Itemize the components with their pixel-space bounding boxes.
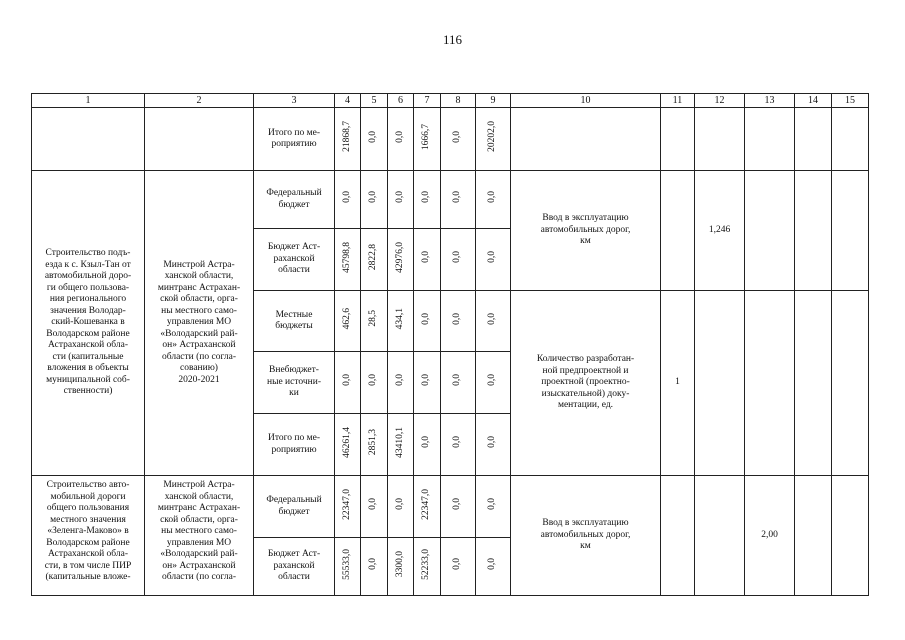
- value-cell: 0,0: [361, 476, 388, 538]
- value-cell: 0,0: [441, 108, 476, 171]
- value-cell: 0,0: [476, 414, 511, 476]
- indicator-name: Количество разработан- ной предпроектной и проектной (проектно- изыскательной) доку- ментации, ед.: [511, 291, 661, 476]
- value-cell: 0,0: [388, 352, 414, 414]
- indicator-value: 1: [661, 291, 695, 476]
- funding-source: Внебюджет- ные источни- ки: [254, 352, 335, 414]
- value-cell: 0,0: [441, 291, 476, 352]
- value-cell: 0,0: [441, 414, 476, 476]
- value-cell: 0,0: [335, 171, 361, 229]
- value-cell: 21868,7: [335, 108, 361, 171]
- value-cell: 0,0: [414, 414, 441, 476]
- value-cell: 2822,8: [361, 229, 388, 291]
- value-cell: 0,0: [414, 171, 441, 229]
- funding-source: Итого по ме- роприятию: [254, 108, 335, 171]
- col-header: 1: [32, 94, 145, 108]
- col-header: 9: [476, 94, 511, 108]
- col-header: 3: [254, 94, 335, 108]
- col-header: 10: [511, 94, 661, 108]
- value-cell: 462,6: [335, 291, 361, 352]
- value-cell: 45798,8: [335, 229, 361, 291]
- value-cell: 20202,0: [476, 108, 511, 171]
- program-table: [31, 93, 869, 596]
- value-cell: 0,0: [361, 171, 388, 229]
- responsible-executor: Минстрой Астра- ханской области, минтранс Астрахан- ской области, орга- ны местного само- управления МО «Володарский рай- он» Астраханской области (по согла- сованию) 2020-2021: [145, 171, 254, 476]
- col-header: 2: [145, 94, 254, 108]
- col-header: 15: [832, 94, 869, 108]
- value-cell: 0,0: [361, 108, 388, 171]
- funding-source: Местные бюджеты: [254, 291, 335, 352]
- value-cell: 1666,7: [414, 108, 441, 171]
- project-name: Строительство авто- мобильной дороги общего пользования местного значения «Зеленга-Маково» в Володарском районе Астраханской обла- сти, в том числе ПИР (капитальные вложе-: [32, 476, 145, 596]
- value-cell: 0,0: [441, 229, 476, 291]
- col-header: 4: [335, 94, 361, 108]
- value-cell: 0,0: [441, 352, 476, 414]
- value-cell: 0,0: [335, 352, 361, 414]
- value-cell: 28,5: [361, 291, 388, 352]
- value-cell: 0,0: [476, 476, 511, 538]
- col-header: 14: [795, 94, 832, 108]
- value-cell: 2851,3: [361, 414, 388, 476]
- value-cell: 0,0: [388, 108, 414, 171]
- value-cell: 46261,4: [335, 414, 361, 476]
- value-cell: 0,0: [476, 291, 511, 352]
- funding-source: Федеральный бюджет: [254, 476, 335, 538]
- funding-source: Итого по ме- роприятию: [254, 414, 335, 476]
- value-cell: 55533,0: [335, 538, 361, 596]
- value-cell: 0,0: [476, 538, 511, 596]
- value-cell: 22347,0: [335, 476, 361, 538]
- col-header: 11: [661, 94, 695, 108]
- value-cell: 0,0: [441, 476, 476, 538]
- value-cell: 0,0: [476, 171, 511, 229]
- value-cell: 0,0: [361, 352, 388, 414]
- value-cell: 3300,0: [388, 538, 414, 596]
- indicator-name: Ввод в эксплуатацию автомобильных дорог, км: [511, 171, 661, 291]
- indicator-name: Ввод в эксплуатацию автомобильных дорог, км: [511, 476, 661, 596]
- project-name: Строительство подъ- езда к с. Кзыл-Тан от автомобильной доро- ги общего пользова- ния регионального значения Володар- ский-Кошеванка в Володарском районе Астраханской обла- сти (капитальные вложения в объекты муниципальной соб- ственности): [32, 171, 145, 476]
- col-header: 6: [388, 94, 414, 108]
- col-header: 5: [361, 94, 388, 108]
- page-number: 116: [442, 32, 463, 47]
- value-cell: 0,0: [414, 229, 441, 291]
- value-cell: 43410,1: [388, 414, 414, 476]
- value-cell: 0,0: [441, 171, 476, 229]
- value-cell: 0,0: [361, 538, 388, 596]
- col-header: 7: [414, 94, 441, 108]
- table-row: [32, 108, 869, 171]
- column-numbers-row: [32, 94, 869, 108]
- value-cell: 0,0: [476, 229, 511, 291]
- col-header: 13: [745, 94, 795, 108]
- value-cell: 52233,0: [414, 538, 441, 596]
- value-cell: 0,0: [388, 476, 414, 538]
- responsible-executor: Минстрой Астра- ханской области, минтранс Астрахан- ской области, орга- ны местного само- управления МО «Володарский рай- он» Астраханской области (по согла-: [145, 476, 254, 596]
- table-row: [32, 476, 869, 538]
- col-header: 12: [695, 94, 745, 108]
- funding-source: Федеральный бюджет: [254, 171, 335, 229]
- col-header: 8: [441, 94, 476, 108]
- value-cell: 22347,0: [414, 476, 441, 538]
- value-cell: 42976,0: [388, 229, 414, 291]
- indicator-value: 1,246: [695, 171, 745, 291]
- funding-source: Бюджет Аст- раханской области: [254, 538, 335, 596]
- value-cell: 434,1: [388, 291, 414, 352]
- value-cell: 0,0: [414, 352, 441, 414]
- value-cell: 0,0: [388, 171, 414, 229]
- value-cell: 0,0: [441, 538, 476, 596]
- value-cell: 0,0: [414, 291, 441, 352]
- value-cell: 0,0: [476, 352, 511, 414]
- table-row: [32, 171, 869, 229]
- funding-source: Бюджет Аст- раханской области: [254, 229, 335, 291]
- indicator-value: 2,00: [745, 476, 795, 596]
